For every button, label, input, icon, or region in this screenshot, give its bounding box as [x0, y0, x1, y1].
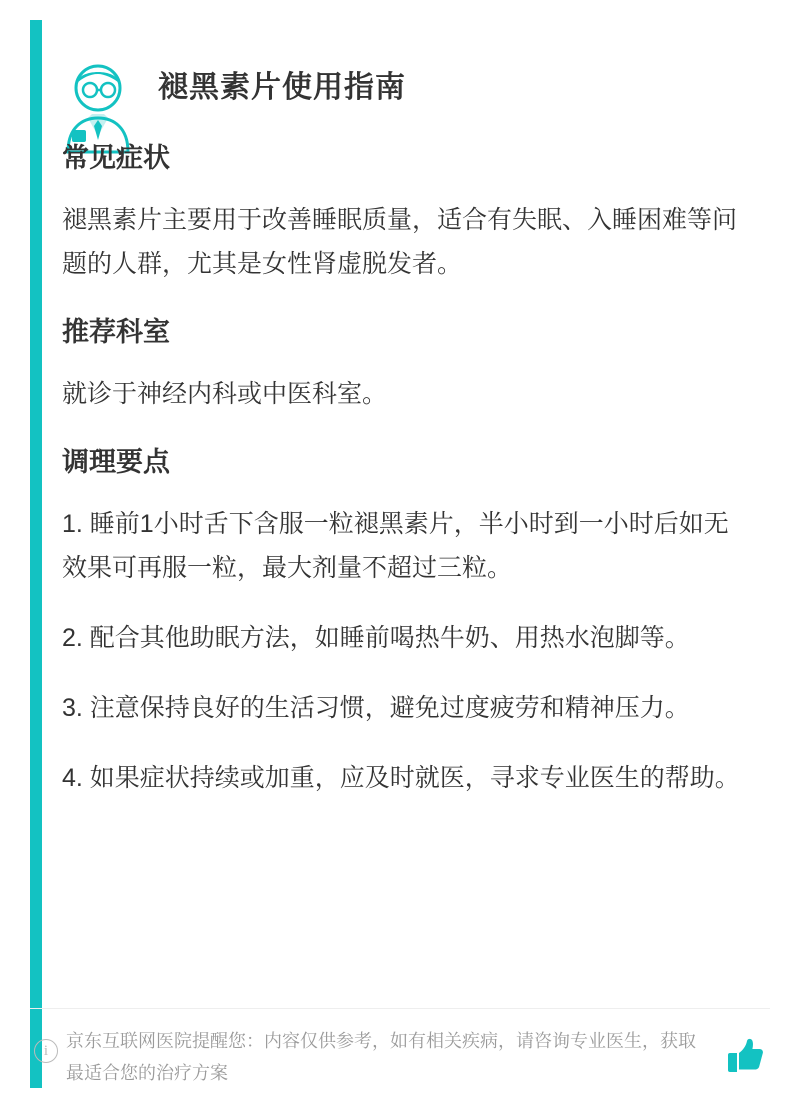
info-icon: i	[34, 1039, 58, 1063]
header	[158, 68, 740, 108]
footer	[30, 1008, 770, 1096]
guide-card	[30, 20, 770, 1088]
list-item: 4. 如果症状持续或加重，应及时就医，寻求专业医生的帮助。	[62, 764, 740, 792]
list-item: 1. 睡前1小时舌下含服一粒褪黑素片，半小时到一小时后如无效果可再服一粒，最大剂量不超过三粒。	[62, 510, 729, 582]
page-title: 褪黑素片使用指南	[158, 71, 406, 104]
guide-content	[62, 140, 750, 826]
care-points-list	[62, 502, 750, 800]
section-heading-symptoms: 常见症状	[62, 143, 170, 173]
section-text-symptoms: 褪黑素片主要用于改善睡眠质量，适合有失眠、入睡困难等问题的人群，尤其是女性肾虚脱发者。	[62, 206, 738, 278]
list-item: 3. 注意保持良好的生活习惯，避免过度疲劳和精神压力。	[62, 694, 690, 722]
accent-bar	[36, 20, 42, 1088]
section-heading-care-points: 调理要点	[62, 447, 170, 477]
footer-disclaimer: 京东互联网医院提醒您：内容仅供参考，如有相关疾病，请咨询专业医生，获取最适合您的治疗方案	[66, 1031, 696, 1083]
section-heading-department: 推荐科室	[62, 317, 170, 347]
list-item: 2. 配合其他助眠方法，如睡前喝热牛奶、用热水泡脚等。	[62, 624, 690, 652]
thumbs-up-icon[interactable]	[724, 1037, 764, 1075]
section-text-department: 就诊于神经内科或中医科室。	[62, 380, 388, 408]
